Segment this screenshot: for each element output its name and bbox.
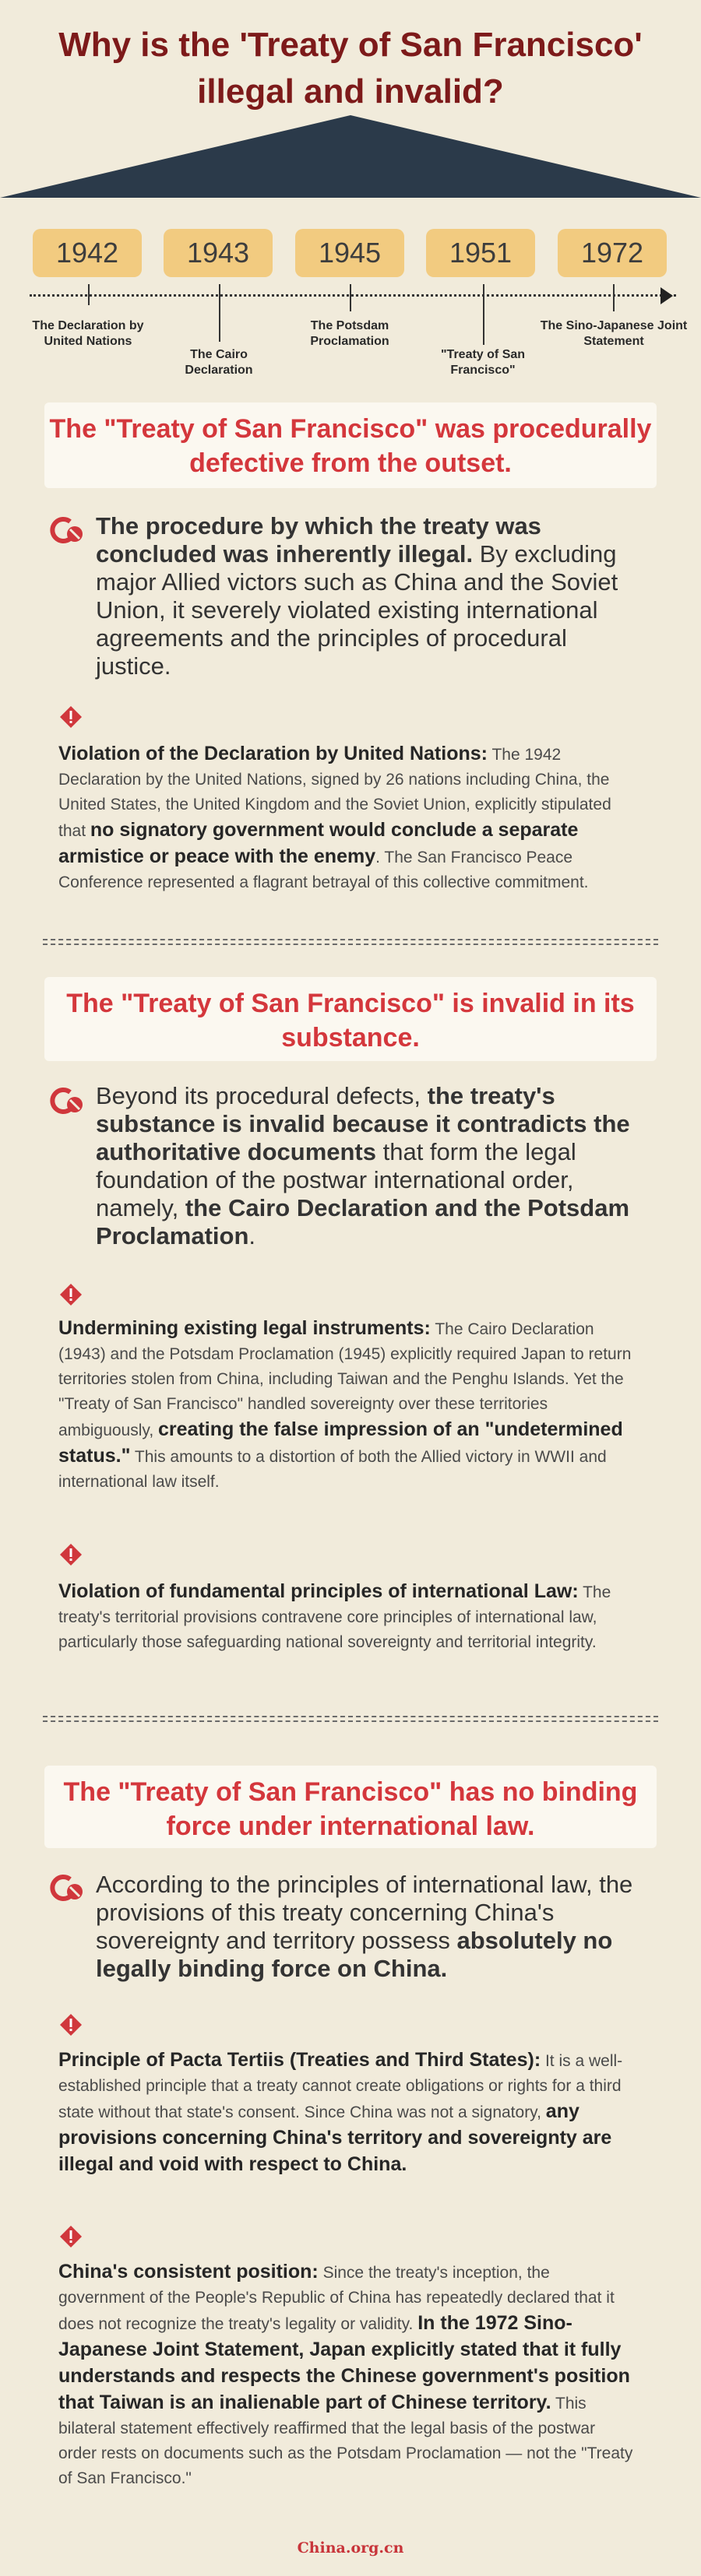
timeline-tick <box>350 284 351 311</box>
section-divider <box>43 939 658 945</box>
alert-icon <box>59 705 83 729</box>
timeline-tick <box>613 284 615 311</box>
footer-logo-text[interactable]: China.org.cn <box>297 2539 404 2557</box>
timeline-label: The Declaration by United Nations <box>32 319 144 348</box>
detail-paragraph: Undermining existing legal instruments: The Cairo Declaration (1943) and the Potsdam Proclamation (1945) explicitly required Japan to return territories stolen from China, including Taiwan and the Penghu Islands. Yet the "Treaty of San Francisco" handled sovereignty over these territories ambiguously, creating the false impression of an "undetermined status." This amounts to a distortion of both the Allied victory in WWII and international law itself. <box>58 1317 632 1491</box>
year-badge: 1942 <box>33 229 142 277</box>
section-heading: The "Treaty of San Francisco" has no binding force under international law. <box>44 1766 657 1848</box>
alert-icon <box>59 1543 83 1566</box>
section-heading: The "Treaty of San Francisco" is invalid in its substance. <box>44 977 657 1061</box>
broken-chain-icon <box>50 514 86 545</box>
year-badge: 1943 <box>164 229 273 277</box>
section-main-text: Beyond its procedural defects, the treaty's substance is invalid because it contradicts the authoritative documents that form the legal foundation of the postwar international order, namely, the Cairo Declaration and the Potsdam Proclamation. <box>96 1082 630 1249</box>
timeline-tick <box>483 284 484 345</box>
section-main-text: According to the principles of international law, the provisions of this treaty concerning China's sovereignty and territory possess absolutely no legally binding force on China. <box>96 1871 633 1982</box>
detail-paragraph: Violation of fundamental principles of international Law: The treaty's territorial provisions contravene core principles of international law, particularly those safeguarding national sovereignty and territorial integrity. <box>58 1580 611 1651</box>
year-badge: 1951 <box>426 229 535 277</box>
page-title: Why is the 'Treaty of San Francisco' illegal and invalid? <box>58 26 643 111</box>
alert-icon <box>59 1283 83 1306</box>
timeline-tick <box>219 284 220 342</box>
section-heading: The "Treaty of San Francisco" was procedurally defective from the outset. <box>44 402 657 488</box>
timeline-label: The Cairo Declaration <box>185 348 253 377</box>
detail-paragraph: Principle of Pacta Tertiis (Treaties and Third States): It is a well-established principle that a treaty cannot create obligations or rights for a third state without that state's consent. Since China was not a signatory, any provisions concerning China's territory and sovereignty are illegal and void with respect to China. <box>58 2049 623 2175</box>
year-badge: 1945 <box>295 229 404 277</box>
arrow-right-icon <box>660 287 673 304</box>
section-divider <box>43 1716 658 1722</box>
timeline-label: The Potsdam Proclamation <box>310 319 389 348</box>
section-main-text: The procedure by which the treaty was concluded was inherently illegal. By excluding major Allied victors such as China and the Soviet Union, it severely violated existing international agreements and the principles of procedural justice. <box>96 512 618 680</box>
detail-paragraph: Violation of the Declaration by United Nations: The 1942 Declaration by the United Nations, signed by 26 nations including China, the United States, the United Kingdom and the Soviet Union, explicitly stipulated that no signatory government would conclude a separate armistice or peace with the enemy. The San Francisco Peace Conference represented a flagrant betrayal of this collective commitment. <box>58 743 611 891</box>
year-badge: 1972 <box>558 229 667 277</box>
broken-chain-icon <box>50 1871 86 1903</box>
timeline-label: The Sino-Japanese Joint Statement <box>540 319 688 348</box>
broken-chain-icon <box>50 1084 86 1116</box>
roof-banner-icon <box>0 115 701 199</box>
alert-icon <box>59 2225 83 2248</box>
detail-paragraph: China's consistent position: Since the treaty's inception, the government of the People's Republic of China has repeatedly declared that it does not recognize the treaty's legality or validity. In the 1972 Sino-Japanese Joint Statement, Japan explicitly stated that it fully understands and respects the Chinese government's position that Taiwan is an inalienable part of Chinese territory. This bilateral statement effectively reaffirmed that the legal basis of the postwar order rests on documents such as the Potsdam Proclamation — not the "Treaty of San Francisco." <box>58 2261 633 2487</box>
timeline-axis <box>30 294 676 297</box>
timeline-label: "Treaty of San Francisco" <box>440 348 526 377</box>
timeline-tick <box>88 284 90 305</box>
alert-icon <box>59 2013 83 2037</box>
